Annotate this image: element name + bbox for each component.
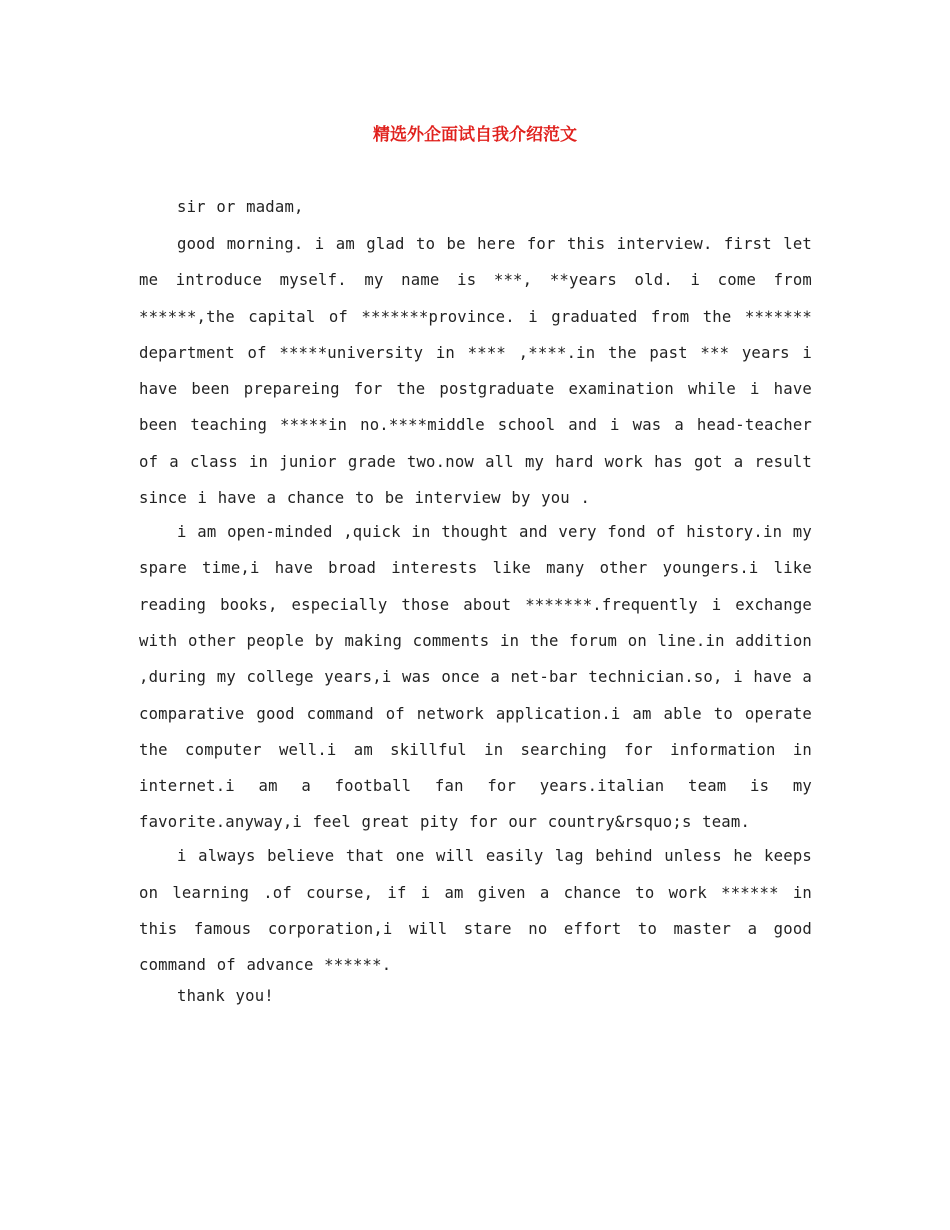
- personality-paragraph: i am open-minded ,quick in thought and very fond of history.in my spare time,i have broad interests like many other youngers.i like reading books, especially those about *******.frequently i exchange with other people by making comments in the forum on line.in addition ,during my college years,i was once a net-bar technician.so, i have a comparative good command of network application.i am able to operate the computer well.i am skillful in searching for information in internet.i am a football fan for years.italian team is my favorite.anyway,i feel great pity for our country&rsquo;s team.: [139, 523, 812, 832]
- closing-paragraph: i always believe that one will easily lag behind unless he keeps on learning .of course, if i am given a chance to work ****** in this famous corporation,i will stare no effort to master a good command of advance ******.: [139, 847, 812, 975]
- document-body: [139, 192, 812, 1015]
- document-title: 精选外企面试自我介绍范文: [373, 125, 577, 145]
- introduction-paragraph: good morning. i am glad to be here for this interview. first let me introduce myself. my name is ***, **years old. i come from ******,the capital of *******province. i graduated from the ******* department of *****university in **** ,****.in the past *** years i have been prepareing for the postgraduate examination while i have been teaching *****in no.****middle school and i was a head-teacher of a class in junior grade two.now all my hard work has got a result since i have a chance to be interview by you .: [139, 235, 812, 508]
- thanks-paragraph: thank you!: [177, 987, 274, 1006]
- salutation-paragraph: sir or madam,: [177, 198, 304, 216]
